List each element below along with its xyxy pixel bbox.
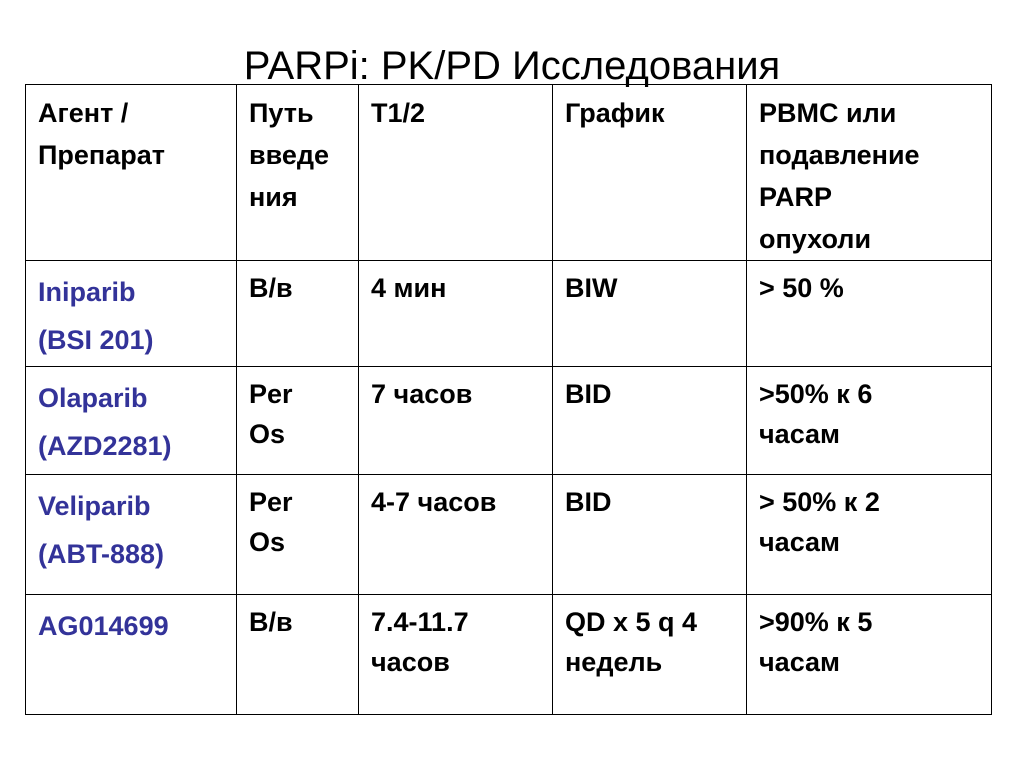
cell-text: Os [249, 419, 286, 449]
cell-half-life [359, 475, 553, 595]
agent-name: Olaparib [38, 383, 148, 413]
header-text: PARP [759, 182, 833, 212]
cell-route [237, 475, 359, 595]
header-text: Препарат [38, 140, 165, 170]
cell-route [237, 595, 359, 715]
table-header-row [26, 85, 992, 261]
cell-text: часам [759, 527, 841, 557]
cell-text: > 50 % [759, 273, 844, 303]
header-text: опухоли [759, 224, 872, 254]
cell-text: Per [249, 487, 293, 517]
cell-text: BID [565, 379, 612, 409]
table-row [26, 367, 992, 475]
header-half-life [359, 85, 553, 261]
cell-half-life [359, 595, 553, 715]
header-text: подавление [759, 140, 920, 170]
agent-code: (BSI 201) [38, 325, 154, 355]
cell-text: Per [249, 379, 293, 409]
cell-inhibition [747, 367, 992, 475]
cell-text: В/в [249, 607, 293, 637]
cell-route [237, 367, 359, 475]
cell-text: Os [249, 527, 286, 557]
slide-title: PARPi: PK/PD Исследования [243, 44, 781, 88]
table-row [26, 261, 992, 367]
cell-agent [26, 475, 237, 595]
cell-text: недель [565, 647, 663, 677]
cell-route [237, 261, 359, 367]
table-row [26, 595, 992, 715]
cell-text: 4 мин [371, 273, 447, 303]
agent-code: (ABT-888) [38, 539, 165, 569]
header-text: Агент / [38, 98, 129, 128]
cell-text: 7.4-11.7 [371, 607, 469, 637]
cell-schedule [553, 367, 747, 475]
agent-name: Veliparib [38, 491, 151, 521]
table-row [26, 475, 992, 595]
cell-text: >50% к 6 [759, 379, 873, 409]
header-text: введе [249, 140, 330, 170]
cell-schedule [553, 261, 747, 367]
cell-text: часов [371, 647, 450, 677]
cell-half-life [359, 367, 553, 475]
header-text: График [565, 98, 665, 128]
cell-text: часам [759, 647, 841, 677]
cell-text: >90% к 5 [759, 607, 873, 637]
cell-inhibition [747, 595, 992, 715]
cell-text: BIW [565, 273, 618, 303]
cell-text: 7 часов [371, 379, 473, 409]
cell-schedule [553, 475, 747, 595]
agent-name: Iniparib [38, 277, 136, 307]
cell-half-life [359, 261, 553, 367]
header-route [237, 85, 359, 261]
cell-text: часам [759, 419, 841, 449]
header-text: PBMC или [759, 98, 897, 128]
cell-text: > 50% к 2 [759, 487, 880, 517]
pk-pd-table [25, 84, 992, 715]
header-agent [26, 85, 237, 261]
cell-text: 4-7 часов [371, 487, 497, 517]
header-text: T1/2 [371, 98, 426, 128]
cell-text: В/в [249, 273, 293, 303]
cell-agent [26, 367, 237, 475]
header-schedule [553, 85, 747, 261]
agent-name: AG014699 [38, 611, 169, 641]
cell-text: QD x 5 q 4 [565, 607, 698, 637]
header-inhibition [747, 85, 992, 261]
cell-inhibition [747, 475, 992, 595]
header-text: ния [249, 182, 298, 212]
header-text: Путь [249, 98, 314, 128]
cell-schedule [553, 595, 747, 715]
agent-code: (AZD2281) [38, 431, 172, 461]
cell-agent [26, 595, 237, 715]
cell-inhibition [747, 261, 992, 367]
cell-text: BID [565, 487, 612, 517]
cell-agent [26, 261, 237, 367]
